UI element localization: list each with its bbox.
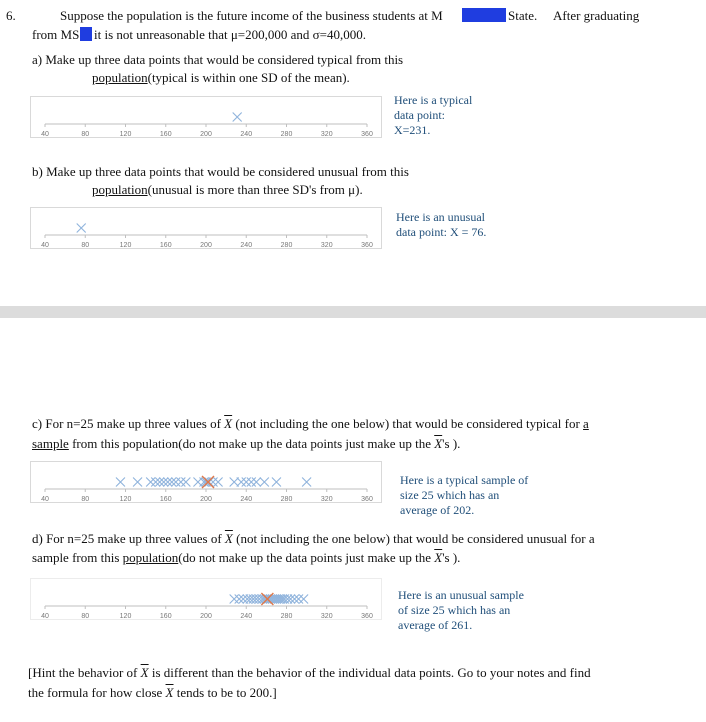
data-point-x-mark — [294, 595, 303, 604]
data-point-x-mark — [247, 478, 256, 487]
typical-data-point-plot — [30, 96, 382, 138]
x-tick-label: 280 — [280, 131, 293, 137]
state-word: State. — [508, 8, 538, 23]
part-d-line1-end: (not including the one below) that would be considered unusual for a — [232, 531, 595, 546]
hint-line1 — [28, 665, 591, 681]
x-tick-label: 80 — [81, 131, 90, 137]
redaction-block — [80, 27, 92, 41]
x-bar-symbol: $\overline{X}$ — [224, 416, 233, 431]
after-graduating-text: After graduating — [553, 8, 640, 23]
page-1 — [0, 0, 706, 306]
x-tick-label: 40 — [41, 496, 49, 502]
page-2 — [0, 318, 706, 722]
population-word: population — [122, 550, 179, 565]
x-bar-symbol: $\overline{X}$ — [434, 436, 443, 451]
part-a-line2-rest: (typical is within one SD of the mean). — [147, 70, 350, 85]
data-point-x-mark — [237, 478, 246, 487]
typical-sample-plot — [30, 461, 382, 503]
x-tick-label: 120 — [119, 613, 132, 619]
part-a-line1: a) Make up three data points that would be considered typical from this — [32, 52, 404, 67]
part-d-line2 — [32, 550, 460, 566]
data-point-x-mark — [159, 478, 168, 487]
x-tick-label: 80 — [81, 242, 90, 248]
data-point-x-mark — [77, 224, 86, 233]
part-a-note: Here is a typical data point: X=231. — [394, 93, 473, 137]
x-tick-label: 200 — [200, 131, 212, 137]
hint-line2 — [28, 685, 277, 701]
x-tick-label: 200 — [200, 242, 212, 248]
question-number: 6. — [6, 8, 16, 23]
part-d-line2-end: 's ). — [442, 550, 461, 565]
hint-line2-start: the formula for how close — [28, 685, 166, 700]
x-tick-label: 320 — [320, 613, 333, 619]
data-point-x-mark — [214, 478, 223, 487]
data-point-x-mark — [146, 478, 155, 487]
x-tick-label: 360 — [361, 496, 373, 502]
x-tick-label: 160 — [159, 242, 172, 248]
data-point-x-mark — [235, 595, 244, 604]
x-bar-symbol: $\overline{X}$ — [165, 685, 174, 700]
x-tick-label: 320 — [320, 496, 333, 502]
x-tick-label: 240 — [240, 131, 253, 137]
data-point-x-mark — [242, 478, 251, 487]
data-point-x-mark — [230, 595, 239, 604]
data-point-x-mark — [181, 478, 190, 487]
part-b-line1: b) Make up three data points that would be considered unusual from this — [32, 164, 409, 179]
part-c-note: Here is a typical sample of size 25 which has an average of 202. — [400, 473, 529, 517]
part-b-line2 — [92, 182, 363, 198]
part-c-line1 — [32, 416, 589, 432]
redaction-block — [462, 8, 506, 22]
x-tick-label: 360 — [361, 131, 373, 137]
x-tick-label: 360 — [361, 242, 373, 248]
hint-line1-start: [Hint the behavior of — [28, 665, 141, 680]
x-tick-label: 320 — [320, 242, 333, 248]
x-tick-label: 160 — [159, 131, 172, 137]
x-tick-label: 160 — [159, 613, 172, 619]
x-tick-label: 40 — [41, 613, 49, 619]
data-point-x-mark — [116, 478, 125, 487]
x-tick-label: 280 — [280, 496, 293, 502]
part-b-line2-rest: (unusual is more than three SD's from μ). — [147, 182, 363, 197]
part-c-line2-mid: from this population(do not make up the data points just make up the — [68, 436, 435, 451]
part-c-line2 — [32, 436, 460, 452]
population-word: population — [92, 70, 148, 85]
x-tick-label: 240 — [240, 496, 253, 502]
data-point-x-mark — [252, 478, 261, 487]
x-tick-label: 80 — [81, 613, 90, 619]
x-bar-symbol: $\overline{X}$ — [224, 531, 233, 546]
population-word: population — [92, 182, 148, 197]
x-tick-label: 40 — [41, 131, 49, 137]
x-tick-label: 320 — [320, 131, 333, 137]
x-bar-symbol: $\overline{X}$ — [434, 550, 443, 565]
x-tick-label: 80 — [81, 496, 90, 502]
data-point-x-mark — [272, 478, 281, 487]
part-d-line2-start: sample from this — [32, 550, 123, 565]
part-d-note: Here is an unusual sample of size 25 which has an average of 261. — [398, 588, 524, 632]
hint-line2-end: tends to be to 200.] — [173, 685, 277, 700]
x-bar-symbol: $\overline{X}$ — [140, 665, 149, 680]
data-point-x-mark — [290, 595, 299, 604]
part-c-a-word: a — [583, 416, 589, 431]
hint-line1-end: is different than the behavior of the individual data points. Go to your notes and find — [148, 665, 591, 680]
question-intro-line2-start: from MS — [32, 27, 80, 42]
data-point-x-mark — [133, 478, 142, 487]
data-point-x-mark — [167, 478, 176, 487]
x-tick-label: 120 — [119, 131, 132, 137]
data-point-x-mark — [233, 113, 242, 122]
part-d-line1-start: d) For n=25 make up three values of — [32, 531, 225, 546]
unusual-data-point-plot — [30, 207, 382, 249]
data-point-x-mark — [176, 478, 185, 487]
data-point-x-mark — [302, 478, 311, 487]
x-tick-label: 200 — [200, 613, 212, 619]
question-intro-line1: Suppose the population is the future income of the business students at M — [60, 8, 443, 23]
part-a-line2 — [92, 70, 350, 86]
data-point-x-mark — [155, 478, 164, 487]
data-point-x-mark — [209, 478, 218, 487]
x-tick-label: 120 — [119, 242, 132, 248]
data-point-x-mark — [278, 595, 287, 604]
part-c-line2-end: 's ). — [442, 436, 461, 451]
unusual-sample-plot — [30, 578, 382, 620]
part-d-line2-mid: (do not make up the data points just make up the — [178, 550, 435, 565]
part-d-line1 — [32, 531, 595, 547]
question-intro-line2-end: it is not unreasonable that μ=200,000 and σ=40,000. — [94, 27, 366, 42]
x-tick-label: 120 — [119, 496, 132, 502]
x-tick-label: 160 — [159, 496, 172, 502]
part-c-line1-start: c) For n=25 make up three values of — [32, 416, 225, 431]
data-point-x-mark — [171, 478, 180, 487]
x-tick-label: 240 — [240, 242, 253, 248]
x-tick-label: 280 — [280, 613, 293, 619]
x-tick-label: 280 — [280, 242, 293, 248]
sample-word: sample — [32, 436, 69, 451]
part-c-line1-mid: (not including the one below) that would be considered typical for — [232, 416, 584, 431]
x-tick-label: 40 — [41, 242, 49, 248]
data-point-x-mark — [163, 478, 172, 487]
x-tick-label: 360 — [361, 613, 373, 619]
x-tick-label: 240 — [240, 613, 253, 619]
mean-x-mark — [261, 593, 273, 605]
part-b-note: Here is an unusual data point: X = 76. — [396, 210, 487, 239]
x-tick-label: 200 — [200, 496, 212, 502]
data-point-x-mark — [260, 478, 269, 487]
data-point-x-mark — [299, 595, 308, 604]
data-point-x-mark — [151, 478, 160, 487]
